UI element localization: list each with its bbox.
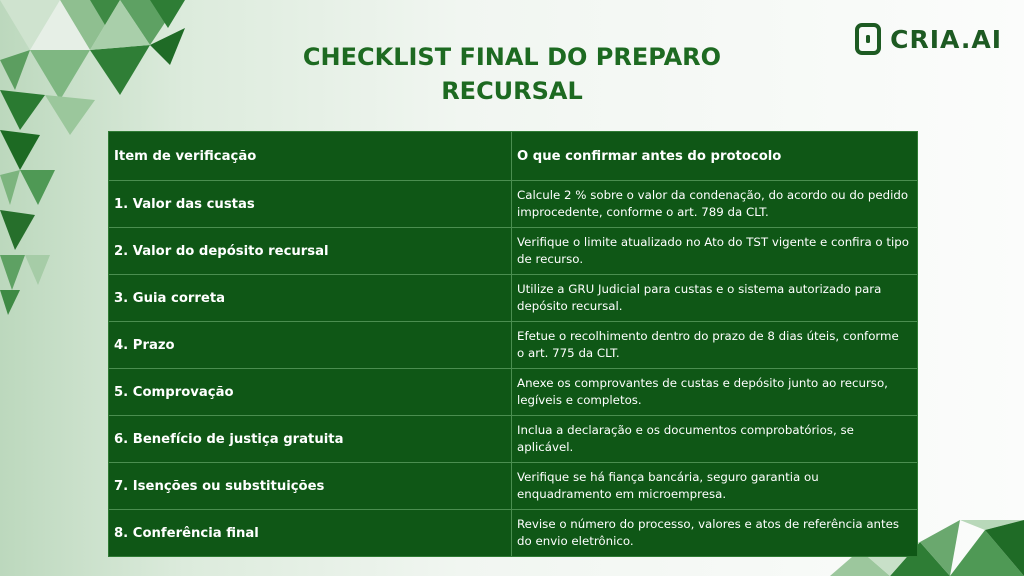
table-row <box>109 321 917 368</box>
page-title <box>262 40 762 108</box>
row-detail: Verifique se há fiança bancária, seguro garantia ou enquadramento em microempresa. <box>517 470 819 501</box>
row-detail: Utilize a GRU Judicial para custas e o sistema autorizado para depósito recursal. <box>517 282 882 313</box>
row-detail: Inclua a declaração e os documentos comprobatórios, se aplicável. <box>517 423 854 454</box>
row-item: 6. Benefício de justiça gratuita <box>109 416 512 462</box>
table-row <box>109 368 917 415</box>
logo-text: CRIA.AI <box>890 24 1002 54</box>
row-detail: Anexe os comprovantes de custas e depósito junto ao recurso, legíveis e completos. <box>517 376 888 407</box>
table-row <box>109 415 917 462</box>
header-detail: O que confirmar antes do protocolo <box>517 148 782 164</box>
table-row <box>109 180 917 227</box>
row-item: 1. Valor das custas <box>109 181 512 227</box>
row-item: 7. Isenções ou substituições <box>109 463 512 509</box>
table-header-row <box>109 132 917 180</box>
row-detail: Verifique o limite atualizado no Ato do TST vigente e confira o tipo de recurso. <box>517 235 910 266</box>
title-line-1: CHECKLIST FINAL DO PREPARO <box>302 43 722 71</box>
logo-icon <box>854 22 882 56</box>
row-detail: Efetue o recolhimento dentro do prazo de 8 dias úteis, conforme o art. 775 da CLT. <box>517 329 899 360</box>
header-item: Item de verificação <box>109 132 512 180</box>
table-row <box>109 462 917 509</box>
row-item: 2. Valor do depósito recursal <box>109 228 512 274</box>
checklist-table <box>108 131 918 557</box>
row-detail: Calcule 2 % sobre o valor da condenação, do acordo ou do pedido improcedente, conforme o art. 789 da CLT. <box>517 188 909 219</box>
table-row <box>109 509 917 556</box>
row-item: 5. Comprovação <box>109 369 512 415</box>
row-item: 4. Prazo <box>109 322 512 368</box>
table-row <box>109 227 917 274</box>
row-detail: Revise o número do processo, valores e atos de referência antes do envio eletrônico. <box>517 517 900 548</box>
row-item: 8. Conferência final <box>109 510 512 556</box>
table-row <box>109 274 917 321</box>
row-item: 3. Guia correta <box>109 275 512 321</box>
brand-logo <box>854 22 1002 56</box>
title-line-2: RECURSAL <box>441 77 583 105</box>
